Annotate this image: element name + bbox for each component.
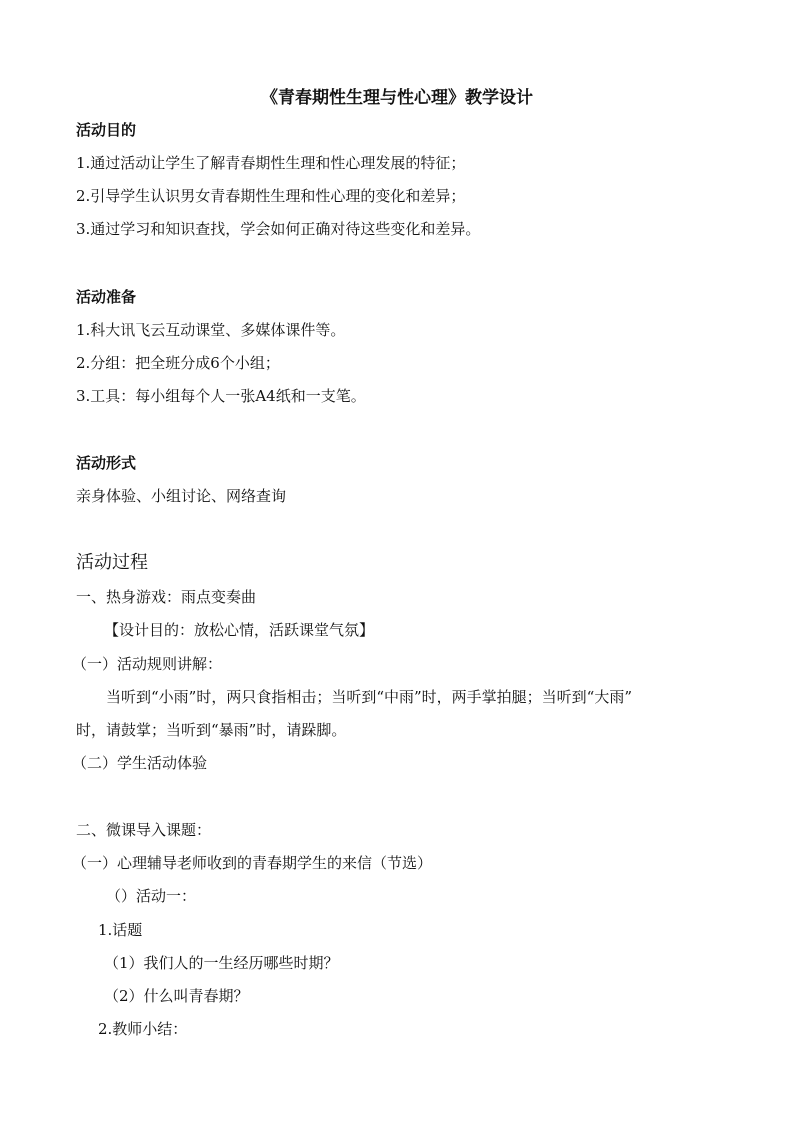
part2-question-2: （2）什么叫青春期？ — [104, 987, 249, 1005]
part1-title: 一、热身游戏：雨点变奏曲 — [76, 588, 257, 606]
preparation-item-3: 3.工具：每小组每个人一张A4纸和一支笔。 — [76, 387, 366, 405]
rule-line-1: 当听到“小雨”时，两只食指相击；当听到“中雨”时，两手掌拍腿；当听到“大雨” — [106, 688, 633, 706]
objective-item-1: 1.通过活动让学生了解青春期性生理和性心理发展的特征； — [76, 154, 466, 172]
preparation-item-2: 2.分组：把全班分成6个小组； — [76, 354, 280, 372]
objective-item-3: 3.通过学习和知识查找，学会如何正确对待这些变化和差异。 — [76, 220, 481, 238]
part1-sub2: （二）学生活动体验 — [72, 754, 208, 772]
document-title: 《青春期性生理与性心理》教学设计 — [261, 88, 533, 108]
objective-item-2: 2.引导学生认识男女青春期性生理和性心理的变化和差异； — [76, 187, 466, 205]
form-text: 亲身体验、小组讨论、网络查询 — [76, 487, 287, 505]
form-heading: 活动形式 — [76, 454, 137, 472]
part2-sub1: （一）心理辅导老师收到的青春期学生的来信（节选） — [72, 854, 433, 872]
part1-purpose: 【设计目的：放松心情，活跃课堂气氛】 — [104, 621, 375, 639]
part1-sub1: （一）活动规则讲解： — [72, 655, 223, 673]
part2-question-1: （1）我们人的一生经历哪些时期？ — [104, 954, 339, 972]
rule-line-2: 时，请鼓掌；当听到“暴雨”时，请跺脚。 — [76, 721, 347, 739]
part2-summary: 2.教师小结： — [98, 1020, 188, 1038]
process-heading: 活动过程 — [76, 552, 148, 573]
part2-topic: 1.话题 — [98, 921, 143, 939]
preparation-item-1: 1.科大讯飞云互动课堂、多媒体课件等。 — [76, 321, 346, 339]
part2-title: 二、微课导入课题： — [76, 821, 212, 839]
objectives-heading: 活动目的 — [76, 121, 137, 139]
part2-activity: （）活动一： — [106, 887, 197, 905]
preparation-heading: 活动准备 — [76, 288, 137, 306]
